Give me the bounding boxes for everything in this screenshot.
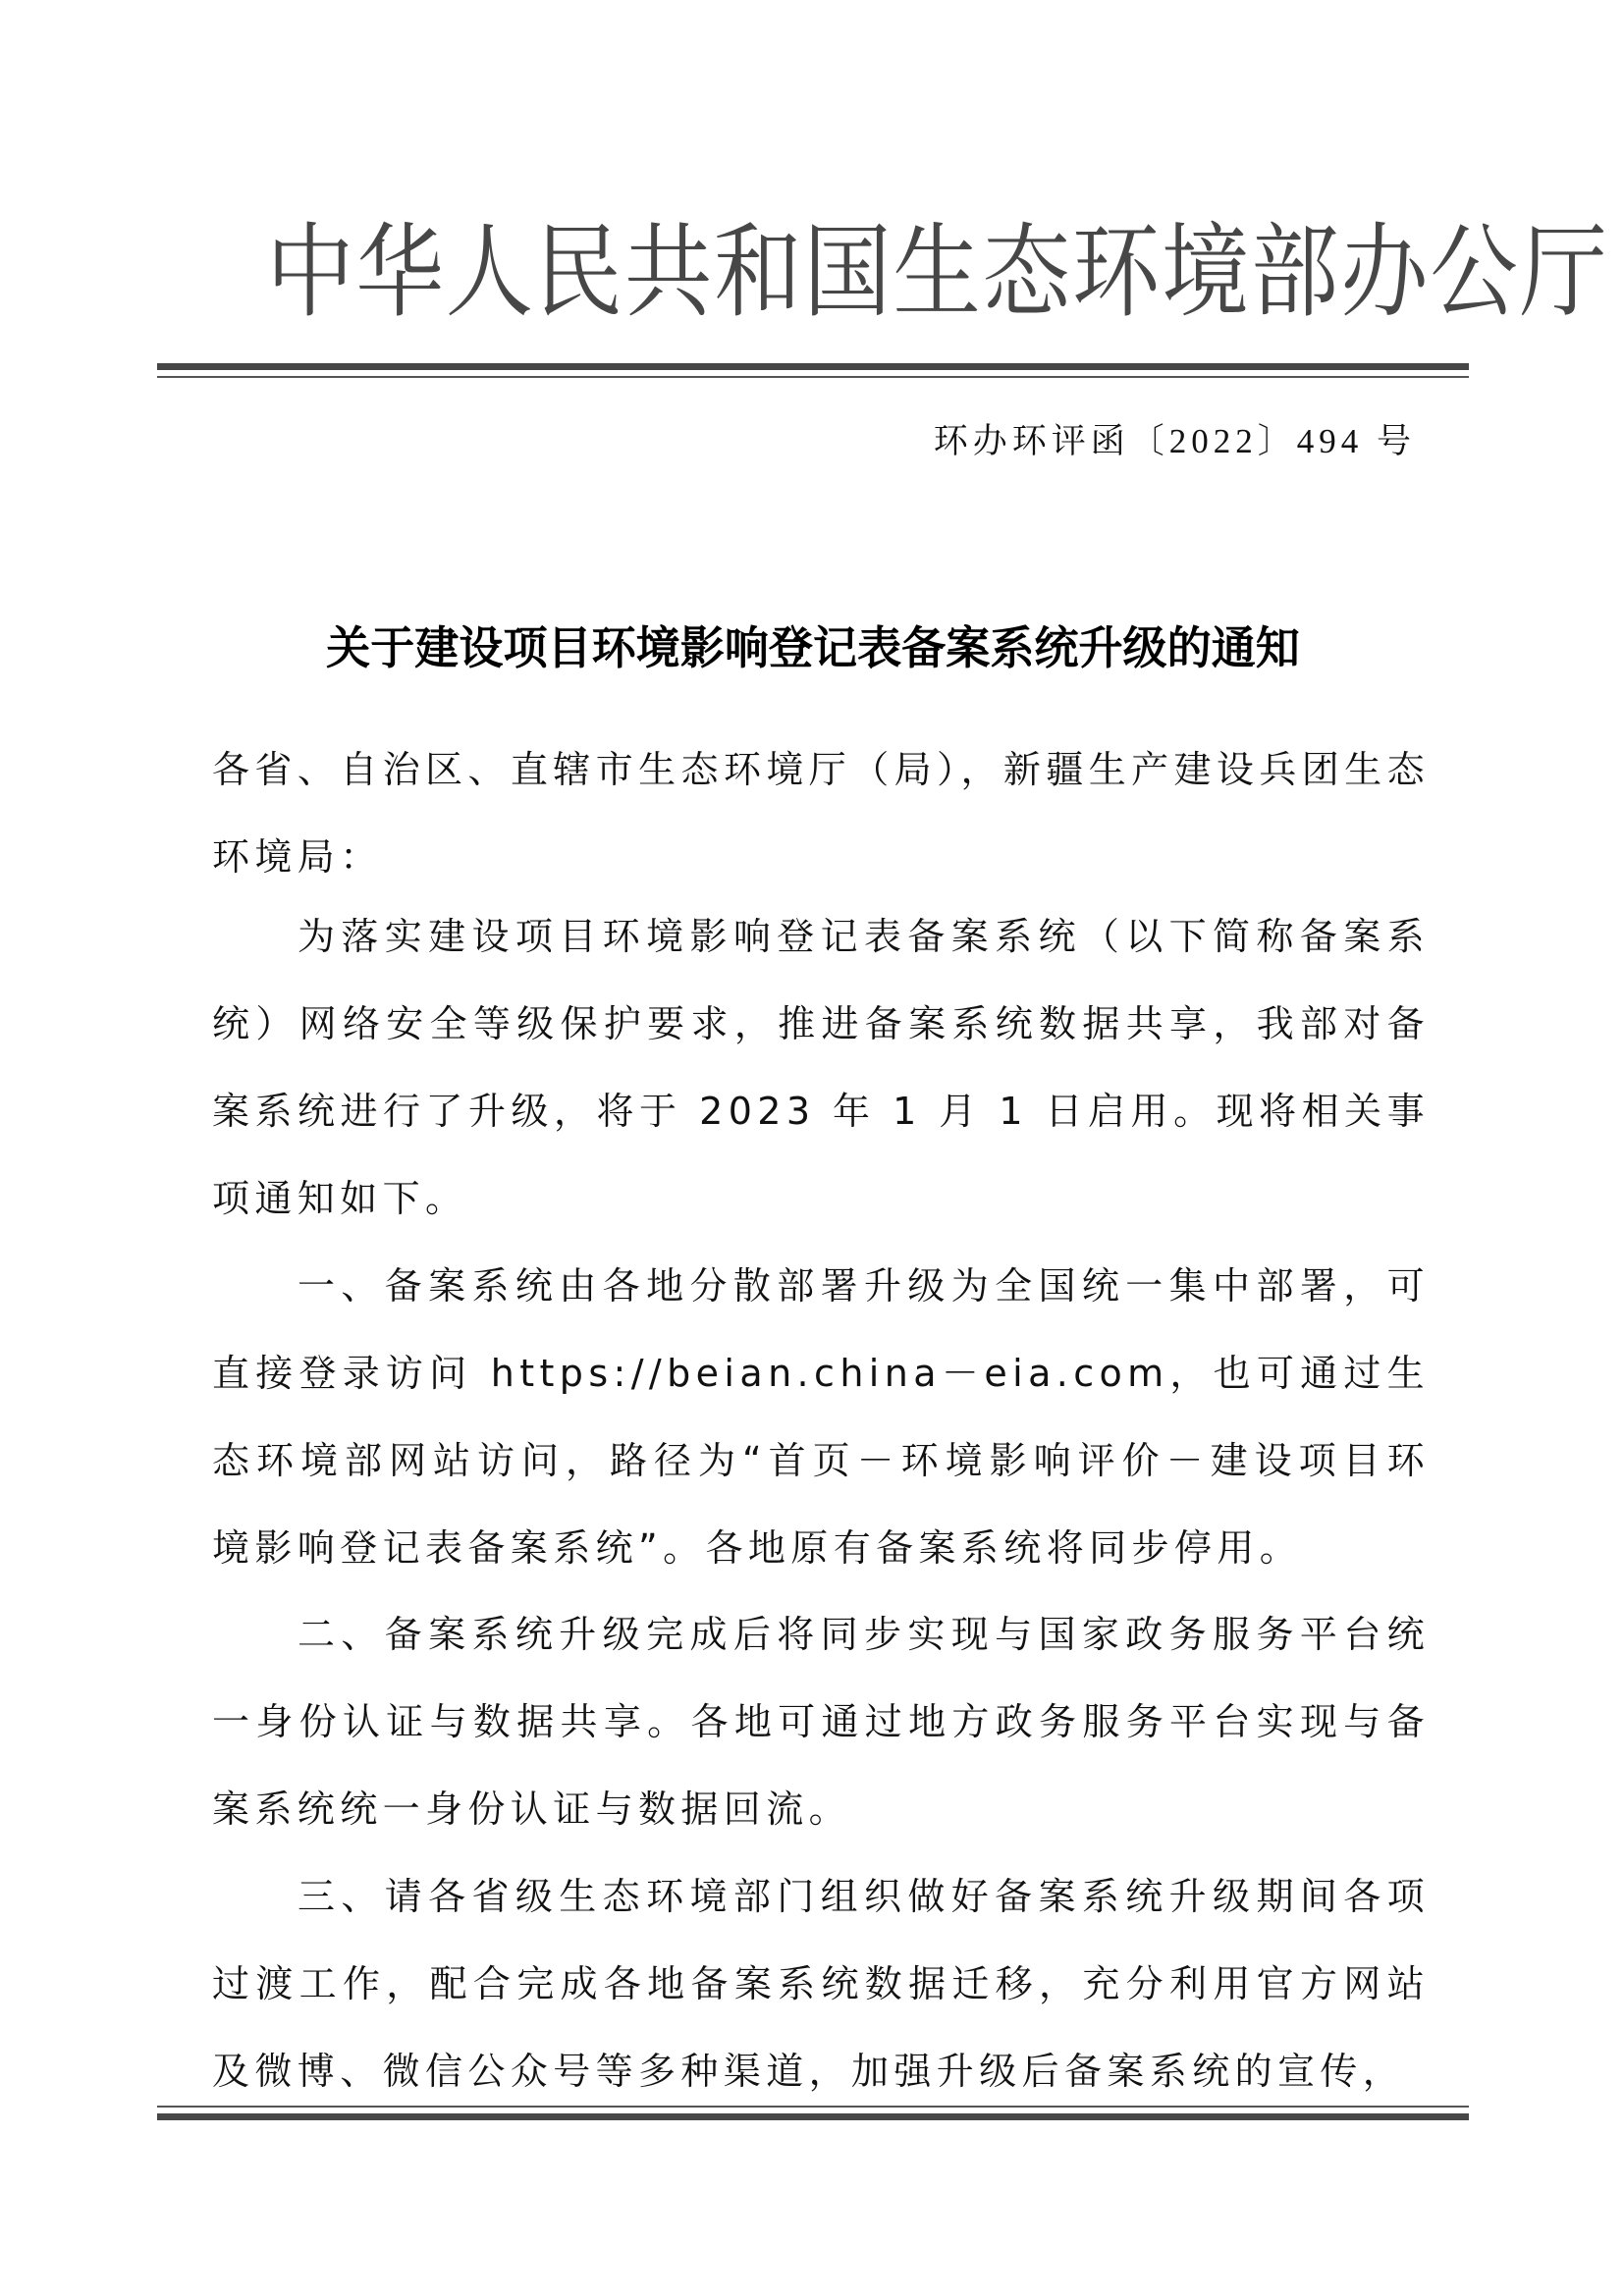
paragraph-item-2: 二、备案系统升级完成后将同步实现与国家政务服务平台统一身份认证与数据共享。各地可通过地方政务服务平台实现与备案系统统一身份认证与数据回流。 <box>212 1613 1430 1831</box>
paragraph-item-1: 一、备案系统由各地分散部署升级为全国统一集中部署，可直接登录访问 https://beian.china－eia.com，也可通过生态环境部网站访问，路径为“首页－环境影响评价－建设项目环境影响登记表备案系统”。各地原有备案系统将同步停用。 <box>212 1264 1430 1570</box>
document-number: 环办环评函〔2022〕494 号 <box>933 422 1416 460</box>
paragraph-intro: 为落实建设项目环境影响登记表备案系统（以下简称备案系统）网络安全等级保护要求，推进备案系统数据共享，我部对备案系统进行了升级，将于 2023 年 1 月 1 日启用。现将相关事项通知如下。 <box>212 915 1430 1220</box>
footer-rule-thin <box>157 2106 1469 2108</box>
header-rule-thin <box>157 376 1469 378</box>
notice-title-text: 关于建设项目环境影响登记表备案系统升级的通知 <box>326 621 1300 674</box>
header-rule-thick <box>157 363 1469 370</box>
notice-title <box>157 609 1469 687</box>
footer-rule-thick <box>157 2113 1469 2120</box>
issuing-organization-header <box>157 208 1609 336</box>
paragraph-item-3: 三、请各省级生态环境部门组织做好备案系统升级期间各项过渡工作，配合完成各地备案系统数据迁移，充分利用官方网站及微博、微信公众号等多种渠道，加强升级后备案系统的宣传， <box>212 1875 1430 2093</box>
issuing-organization-name: 中华人民共和国生态环境部办公厅 <box>266 212 1609 332</box>
salutation: 各省、自治区、直辖市生态环境厅（局），新疆生产建设兵团生态环境局： <box>212 748 1430 879</box>
